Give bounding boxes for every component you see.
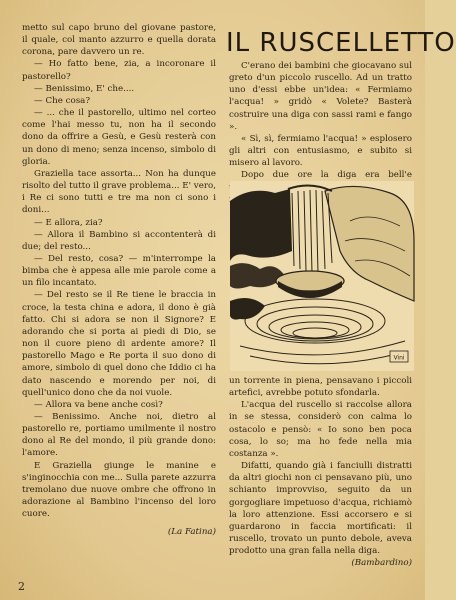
right-column-bottom: [229, 375, 412, 570]
paragraph: — Allora va bene anche così?: [34, 399, 163, 410]
paragraph: Graziella tace assorta... Non ha dunque risolto del tutto il grave problema... E' vero, i Re ci sono tutti e tre ma non ci sono i doni...: [22, 168, 216, 216]
paragraph: — Benissimo. Anche noi, dietro al pastorello re, portiamo umilmente il nostro dono al Re del mondo, il più grande dono: l'amore.: [22, 412, 216, 459]
paragraph: — Del resto, cosa? — m'interrompe la bimba che è appesa alle mie parole come a un filo incantato.: [22, 253, 216, 289]
paragraph: — Benissimo, E' che....: [34, 83, 135, 94]
paragraph: « Sì, sì, fermiamo l'acqua! » esplosero gli altri con entusiasmo, e subito si misero al lavoro.: [229, 133, 412, 169]
paragraph: metto sul capo bruno del giovane pastore, il quale, col manto azzurro e quella dorata corona, pare davvero un re.: [22, 23, 216, 58]
illustrator-signature: Vini: [393, 354, 405, 362]
left-signature: (La Fatina): [167, 527, 216, 538]
right-signature: (Bambardino): [351, 558, 412, 569]
paragraph: — Ho fatto bene, zia, a incoronare il pastorello?: [22, 59, 216, 82]
paragraph: Difatti, quando già i fanciulli distratti da altri giochi non ci pensavano più, uno schianto improvviso, seguito da un gorgogliare impetuoso d'acqua, richiamò la loro attenzione. Essi accorsero e si guardarono in faccia mortificati: il ruscello, trovato un punto debole, aveva prodotto una gran falla nella diga.: [229, 461, 412, 557]
paragraph: — E allora, zia?: [34, 217, 103, 228]
paragraph: — Allora il Bambino si accontenterà di due; del resto...: [22, 229, 216, 252]
paragraph: E Graziella giunge le manine e s'inginocchia con me... Sulla parete azzurra tremolano due nuove ombre che offrono in adorazione al Bambino l'incenso del loro cuore.: [22, 460, 216, 520]
story-title: IL RUSCELLETTO: [226, 28, 456, 58]
paragraph: C'erano dei bambini che giocavano sul greto d'un piccolo ruscello. Ad un tratto uno d'essi ebbe un'idea: « Fermiamo l'acqua! » gridò « Volete? Basterà costruire una diga con sassi rami e fango ».: [229, 61, 412, 132]
paragraph: Dopo due ore la diga era bell'e: [241, 170, 412, 181]
paragraph: — ... che il pastorello, ultimo nel corteo come l'hai messo tu, non ha il secondo dono da offrire a Gesù, e Gesù resterà con un dono di meno; senza incenso, simbolo di gloria.: [22, 108, 216, 167]
left-column: [22, 22, 216, 539]
paragraph: — Del resto se il Re tiene le braccia in croce, la testa china e adora, il dono è già fatto. Chi si adora se non il Signore? E adorando che si porta ai piedi di Dio, se non il cuore pieno di ardente amore? Il pastorello Mago e Re porta il suo dono di amore, simbolo di quel dono che Iddio ci ha dato nascendo e morendo per noi, di quell'unico dono che da noi vuole.: [22, 290, 216, 398]
page-number: 2: [18, 580, 25, 593]
paragraph: L'acqua del ruscello si raccolse allora in se stessa, considerò con calma lo ostacolo e pensò: « Io sono ben poca cosa, lo so; ma ho fede nella mia costanza ».: [229, 400, 412, 459]
waterfall-illustration: [230, 181, 414, 371]
paragraph: un torrente in piena, pensavano i piccoli artefici, avrebbe potuto sfondarla.: [229, 376, 412, 399]
paragraph: — Che cosa?: [34, 95, 90, 106]
